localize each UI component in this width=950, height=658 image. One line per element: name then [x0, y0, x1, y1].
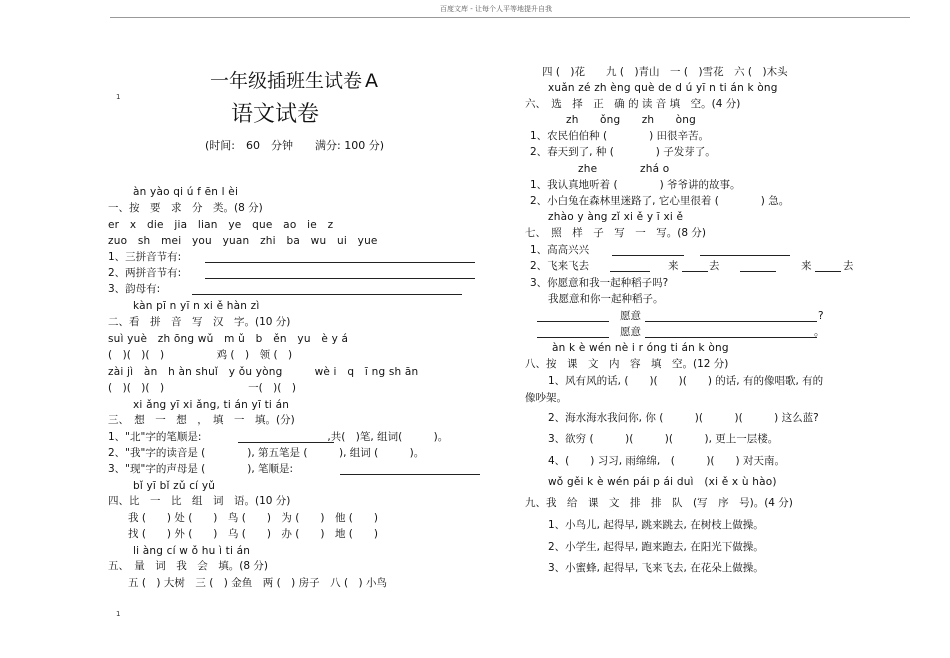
- page-header: 百度文库 - 让每个人平等地提升自我: [440, 5, 552, 13]
- s1-q3-blank[interactable]: [192, 294, 462, 295]
- s7-yy2-blank-a[interactable]: [537, 337, 609, 338]
- s3-heading: 三、 想 一 想 ， 填 一 填。(分): [108, 414, 295, 426]
- s8-heading: 八、按 课 文 内 容 填 空。(12 分): [525, 358, 729, 370]
- s9-pinyin: wǒ gěi k è wén pái p ái duì (xi ě x ù hào): [548, 476, 777, 488]
- s6-q4: 2、小白兔在森林里迷路了, 它心里很着 ( ) 急。: [530, 195, 790, 207]
- s7-q2-blank-2[interactable]: [682, 271, 708, 272]
- s7-q2: 2、飞来飞去: [530, 260, 590, 272]
- s2-row4: ( )( )( ) 一( )( ): [108, 382, 296, 394]
- page-mark-top: 1: [116, 93, 121, 101]
- s1-q2-blank[interactable]: [205, 278, 475, 279]
- s6-q1: 1、农民伯伯种 ( ) 田很辛苦。: [530, 130, 710, 142]
- s7-q2-qu-2: 去: [843, 260, 854, 272]
- s5-pinyin: li àng cí w ǒ hu ì ti án: [133, 545, 251, 557]
- s7-q2-qu-1: 去: [709, 260, 720, 272]
- s7-q2-lai-2: 来: [801, 260, 812, 272]
- s7-q1-blank-1[interactable]: [612, 255, 684, 256]
- s5-row1: 五 ( ) 大树 三 ( ) 金鱼 两 ( ) 房子 八 ( ) 小鸟: [128, 577, 387, 589]
- s4-heading: 四、比 一 比 组 词 语。(10 分): [108, 495, 291, 507]
- s6-pinyin: xuǎn zé zh èng què de d ú yī n ti án k òng: [548, 82, 778, 94]
- exam-title: 一年级插班生试卷: [210, 70, 363, 92]
- s7-yy2-label: 愿意: [620, 326, 641, 338]
- s7-q3: 3、你愿意和我一起种稻子吗?: [530, 277, 669, 289]
- s1-row1: er x die jia lian ye que ao ie z: [108, 219, 334, 231]
- s7-q3-answer: 我愿意和你一起种稻子。: [548, 293, 664, 305]
- s8-q4: 4、( ) 习习, 雨绵绵, ( )( ) 对天南。: [548, 455, 785, 467]
- s6-q2: 2、春天到了, 种 ( ) 子发芽了。: [530, 146, 716, 158]
- s2-row1: suì yuè zh ōng wǔ m ǔ b ěn yu è y á: [108, 333, 349, 345]
- s7-yy2-blank-b[interactable]: [645, 337, 817, 338]
- s1-q2: 2、两拼音节有:: [108, 267, 182, 279]
- s8-q2: 2、海水海水我问你, 你 ( )( )( ) 这么蓝?: [548, 412, 819, 424]
- s1-pinyin: àn yào qi ú f ēn l èi: [133, 186, 239, 198]
- s1-q1-blank[interactable]: [205, 262, 475, 263]
- exam-title-letter: A: [365, 70, 378, 92]
- s6-pinyin-choices-1: zh ǒng zh òng: [566, 114, 697, 126]
- s9-heading: 九、我 给 课 文 排 排 队 (写 序 号)。(4 分): [525, 497, 793, 509]
- s7-q2-blank-4[interactable]: [815, 271, 841, 272]
- s3-q1-blank[interactable]: [238, 442, 334, 443]
- s4-row2: 找 ( ) 外 ( ) 乌 ( ) 办 ( ) 地 ( ): [128, 528, 378, 540]
- s7-yy1-end: ?: [818, 310, 824, 322]
- s7-q2-blank-3[interactable]: [740, 271, 776, 272]
- s5-heading: 五、 量 词 我 会 填。(8 分): [108, 560, 268, 572]
- s8-q1-cont: 像吵架。: [525, 392, 567, 404]
- s9-q2: 2、小学生, 起得早, 跑来跑去, 在阳光下做操。: [548, 541, 764, 553]
- s7-pinyin: zhào y àng zǐ xi ě y ī xi ě: [548, 211, 684, 223]
- s3-q1: 1、"北"字的笔顺是: ,共( )笔, 组词( )。: [108, 431, 449, 443]
- s7-yy1-blank-b[interactable]: [645, 321, 817, 322]
- s2-row3: zài jì àn h àn shuǐ y ǒu yòng wè i q ī ng sh ān: [108, 366, 419, 378]
- header-rule: [110, 17, 910, 18]
- s2-heading: 二、看 拼 音 写 汉 字。(10 分): [108, 316, 291, 328]
- exam-info: (时间: 60 分钟 满分: 100 分): [205, 139, 384, 152]
- s2-pinyin: kàn pī n yī n xi ě hàn zì: [133, 300, 260, 312]
- s7-q1: 1、高高兴兴: [530, 244, 590, 256]
- s9-q1: 1、小鸟儿, 起得早, 跳来跳去, 在树枝上做操。: [548, 519, 764, 531]
- s3-q2: 2、"我"字的读音是 ( ), 第五笔是 ( ), 组词 ( )。: [108, 447, 425, 459]
- s6-pinyin-choices-2: zhe zhá o: [578, 163, 670, 175]
- s7-q2-blank-1[interactable]: [610, 271, 650, 272]
- s3-pinyin: xi ǎng yī xi ǎng, ti án yī ti án: [133, 399, 290, 411]
- s3-q3: 3、"现"字的声母是 ( ), 笔顺是:: [108, 463, 294, 475]
- s7-yy1-blank-a[interactable]: [537, 321, 609, 322]
- page-mark-bottom: 1: [116, 610, 121, 618]
- s2-row2: ( )( )( ) 鸡 ( ) 领 ( ): [108, 349, 293, 361]
- s7-q1-blank-2[interactable]: [700, 255, 790, 256]
- s6-q3: 1、我认真地听着 ( ) 爷爷讲的故事。: [530, 179, 741, 191]
- s4-pinyin: bǐ yī bǐ zǔ cí yǔ: [133, 480, 216, 492]
- s1-q1: 1、三拼音节有:: [108, 251, 182, 263]
- s1-heading: 一、按 要 求 分 类。(8 分): [108, 202, 263, 214]
- s1-q3: 3、韵母有:: [108, 283, 161, 295]
- s8-pinyin: àn k è wén nè i r óng ti án k òng: [552, 342, 729, 354]
- s7-q2-lai-1: 来: [668, 260, 679, 272]
- s1-row2: zuo sh mei you yuan zhi ba wu ui yue: [108, 235, 378, 247]
- s6-heading: 六、 选 择 正 确 的 读 音 填 空。(4 分): [525, 98, 741, 110]
- s4-row1: 我 ( ) 处 ( ) 鸟 ( ) 为 ( ) 他 ( ): [128, 512, 378, 524]
- s9-q3: 3、小蜜蜂, 起得早, 飞来飞去, 在花朵上做操。: [548, 562, 764, 574]
- exam-subject: 语文试卷: [231, 102, 320, 127]
- s3-q3-blank[interactable]: [340, 474, 480, 475]
- s7-yy1-label: 愿意: [620, 310, 641, 322]
- s7-yy2-end: 。: [814, 326, 825, 338]
- s8-q3: 3、欲穷 ( )( )( ), 更上一层楼。: [548, 433, 779, 445]
- s5-continued: 四 ( )花 九 ( )青山 一 ( )雪花 六 ( )木头: [542, 66, 788, 78]
- s7-heading: 七、 照 样 子 写 一 写。(8 分): [525, 227, 706, 239]
- s8-q1: 1、风有风的话, ( )( )( ) 的话, 有的像唱歌, 有的: [548, 375, 824, 387]
